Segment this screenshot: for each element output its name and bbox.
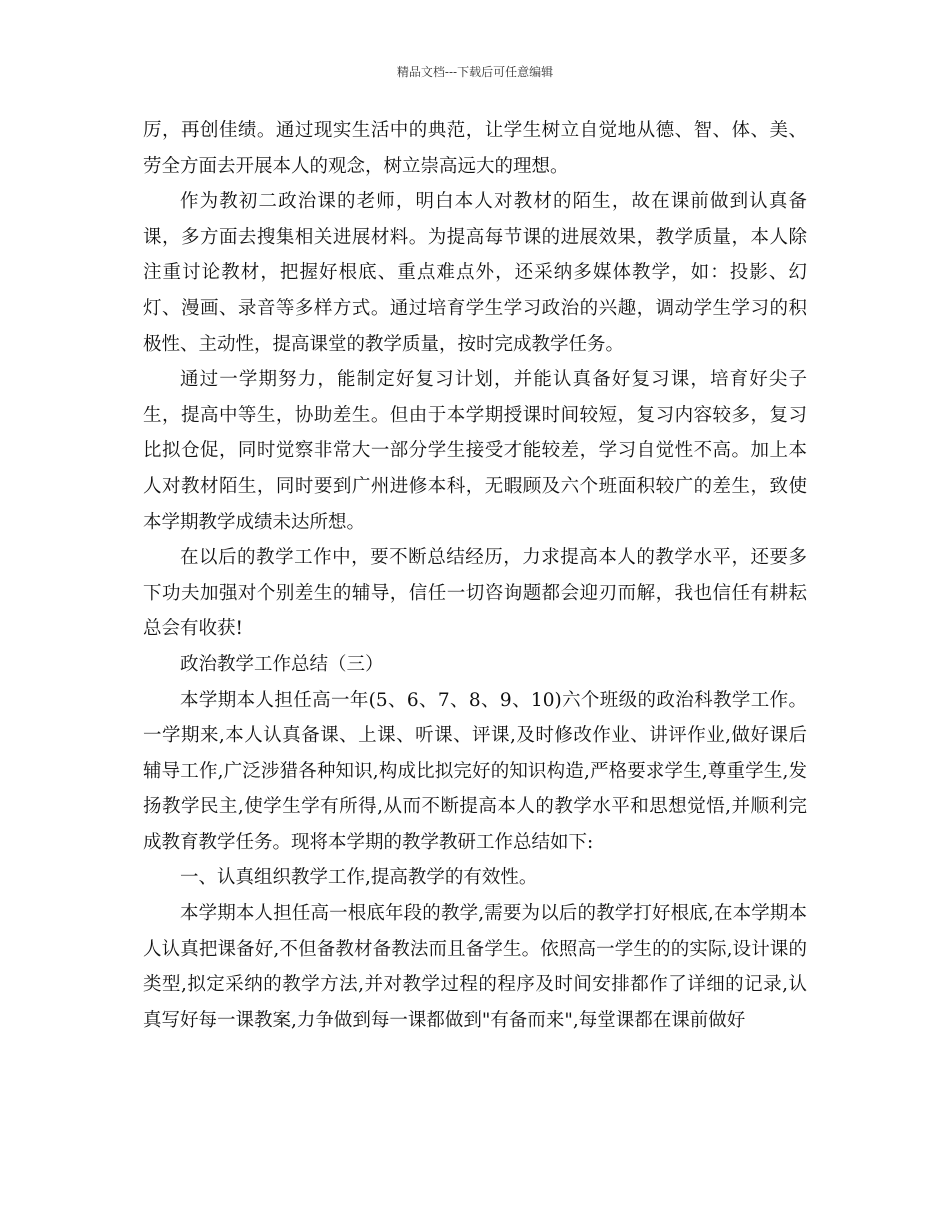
section-heading: 政治教学工作总结（三） (180, 653, 384, 675)
paragraph-4: 在以后的教学工作中，要不断总结经历，力求提高本人的教学水平，还要多下功夫加强对个别差生的辅导，信任一切咨询题都会迎刃而解，我也信任有耕耘总会有收获! (143, 547, 807, 640)
paragraph-3: 通过一学期努力，能制定好复习计划，并能认真备好复习课，培育好尖子生，提高中等生，协助差生。但由于本学期授课时间较短，复习内容较多，复习比拟仓促，同时觉察非常大一部分学生接受才能较差，学习自觉性不高。加上本人对教材陌生，同时要到广州进修本科，无暇顾及六个班面积较广的差生，致使本学期教学成绩未达所想。 (143, 369, 807, 533)
paragraph-5: 本学期本人担任高一年(5、6、7、8、9、10)六个班级的政治科教学工作。一学期来,本人认真备课、上课、听课、评课,及时修改作业、讲评作业,做好课后辅导工作,广泛涉猎各种知识,构成比拟完好的知识构造,严格要求学生,尊重学生,发扬教学民主,使学生学有所得,从而不断提高本人的教学水平和思想觉悟,并顺利完成教育教学任务。现将本学期的教学教研工作总结如下: (143, 689, 807, 853)
document-body (143, 113, 807, 1038)
paragraph-1: 厉，再创佳绩。通过现实生活中的典范，让学生树立自觉地从德、智、体、美、劳全方面去开展本人的观念，树立崇高远大的理想。 (143, 120, 807, 177)
paragraph-2: 作为教初二政治课的老师，明白本人对教材的陌生，故在课前做到认真备课，多方面去搜集相关进展材料。为提高每节课的进展效果，教学质量，本人除注重讨论教材，把握好根底、重点难点外，还采纳多媒体教学，如：投影、幻灯、漫画、录音等多样方式。通过培育学生学习政治的兴趣，调动学生学习的积极性、主动性，提高课堂的教学质量，按时完成教学任务。 (143, 191, 807, 355)
subsection-heading: 一、认真组织教学工作,提高教学的有效性。 (180, 867, 538, 889)
page-header: 精品文档---下载后可任意编辑 (396, 65, 554, 79)
paragraph-6: 本学期本人担任高一根底年段的教学,需要为以后的教学打好根底,在本学期本人认真把课备好,不但备教材备教法而且备学生。依照高一学生的的实际,设计课的类型,拟定采纳的教学方法,并对教学过程的程序及时间安排都作了详细的记录,认真写好每一课教案,力争做到每一课都做到"有备而来",每堂课都在课前做好 (143, 903, 807, 1031)
